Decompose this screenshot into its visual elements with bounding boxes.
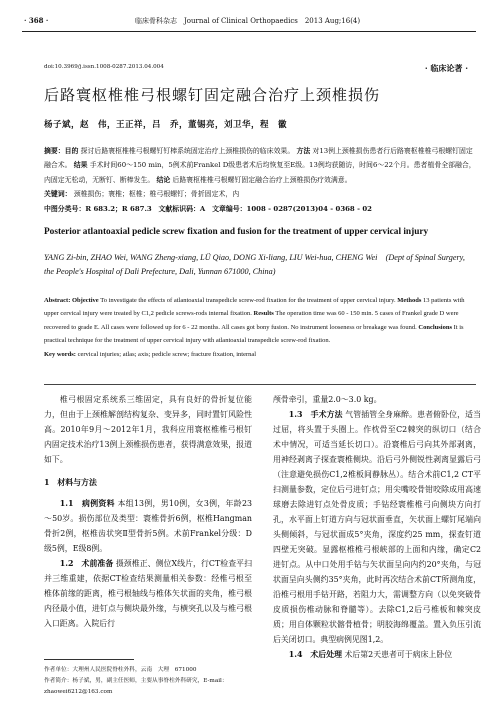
footnote-rule — [44, 659, 134, 660]
en-conclusions-label: Conclusions — [418, 323, 452, 331]
intro-paragraph: 椎弓根固定系统系三维固定，具有良好的骨折复位能力，但由于上颈椎解剖结构复杂、变异多，同时置钉风险性高。2010年9月～2012年1月，我科应用寰枢椎椎弓根钉内固定技术治疗13例上颈椎损伤患者，获得满意效果，报道如下。 — [44, 395, 252, 464]
en-conclusions-text: It is practical technique for the treatment of upper cervical injury with atlantoaxial transpedicle screw-rod fixation. — [44, 323, 464, 345]
english-authors: YANG Zi-bin, ZHAO Wei, WANG Zheng-xiang, LÜ Qiao, DONG Xi-liang, LIU Wei-hua, CHENG Wei (Dept of Spinal Surgery, the People's Hospital of Dali Prefecture, Dali, Yunnan 671000, China) — [44, 253, 465, 276]
en-objective-text: To investigate the effects of atlantoaxial transpedicle screw-rod fixation for the treatment of upper cervical injury. — [100, 297, 396, 304]
traction-line: 颅骨牵引，重量2.0～3.0 kg。 — [273, 395, 382, 404]
en-methods-text: 13 patients with upper cervical injury were treated by C1,2 pedicle screws-rods internal fixation. — [44, 297, 465, 318]
abstract-english — [44, 294, 476, 361]
doi: doi:10.3969/j.issn.1008-0287.2013.04.004 — [44, 64, 164, 70]
subsection-1-4: 1.4 术后处理 — [288, 650, 342, 659]
preop-paragraph: 摄颈椎正、侧位X线片，行CT检查平扫并三维重建，依据CT检查结果测量相关参数：经椎弓根至椎体前缘的距离，椎弓根轴线与椎体矢状面的夹角，椎弓根内径最小值，进钉点与侧块最外缘，与横突孔以及与椎弓根入口距离。入院后行 — [44, 559, 252, 628]
conclusion-label: 结论 — [156, 175, 171, 184]
keywords-text: 颈椎损伤；寰椎；枢椎；椎弓根螺钉；骨折固定术，内 — [73, 190, 240, 199]
journal-line: 临床骨科杂志 Journal of Clinical Orthopaedics 2013 Aug;16(4) — [135, 17, 361, 25]
classification-line: 中图分类号：R 683.2；R 687.3 文献标识码：A 文章编号：1008 - 0287(2013)04 - 0368 - 02 — [44, 204, 372, 213]
method-label: 方法 — [296, 147, 311, 155]
en-results-label: Results — [253, 310, 274, 318]
subsection-1-1: 1.1 病例资料 — [59, 499, 115, 508]
keywords-label: 关键词： — [44, 190, 72, 199]
footnote — [44, 665, 249, 698]
postop-paragraph: 术后第2天患者可于病床上卧位 — [344, 650, 453, 659]
method-text: 对13例上颈椎损伤患者行后路寰枢椎椎弓根螺钉固定融合术。 — [44, 147, 473, 170]
article-title: 后路寰枢椎椎弓根螺钉固定融合治疗上颈椎损伤 — [44, 86, 381, 104]
section-heading-materials: 1 材料与方法 — [44, 478, 97, 487]
abstract-chinese — [44, 144, 476, 216]
subsection-1-2: 1.2 术前准备 — [59, 559, 114, 568]
en-keywords-label: Key words: — [44, 350, 76, 358]
surgery-paragraph: 气管插管全身麻醉。患者俯卧位，适当过屈，将头置于头圈上。作枕骨至C2棘突的纵切口（结合术中情况，可适当延长切口）。沿寰椎后弓向其外部剥离，用神经剥离子探查寰椎侧块。沿后弓外侧锐性剥离显露后弓（注意避免损伤C1,2椎板间静脉丛）。结合术前C1,2 CT平扫测量参数，定位后弓进钉点；用尖嘴咬骨钳咬除成用高速球磨去除进钉点处骨皮质；手钻经寰椎椎弓向侧块方向打孔，水平面上钉道方向与冠状面垂直，矢状面上螺钉尾端向头侧倾斜，与冠状面成5°夹角，深度约25 mm，探查钉道四壁无突破。显露枢椎椎弓根峡部的上面和内缘，确定C2进钉点。从中口处用手钻与矢状面呈向内约20°夹角，与冠状面呈向头侧约35°夹角，此时再次结合术前CT所测角度，沿椎弓根用手钻开路，若阻力大，需调整方向（以免突破骨皮质损伤椎动脉和脊髓等）。去除C1,2后弓椎板和棘突皮质；用自体颗粒状髂骨植骨；明胶海绵覆盖。置入负压引流后关闭切口。典型病例见图1,2。 — [273, 410, 481, 644]
en-methods-label: Methods — [397, 297, 422, 304]
page-number: · 368 · — [24, 16, 49, 25]
running-header — [0, 15, 498, 29]
subsection-1-3: 1.3 手术方法 — [288, 410, 343, 419]
objective-text: 探讨后路寰枢椎椎弓根螺钉钉棒系统固定治疗上颈椎损伤的临床效果。 — [80, 147, 295, 155]
en-keywords-text: cervical injuries; atlas; axis; pedicle screw; fracture fixation, internal — [77, 350, 257, 358]
conclusion-text: 后路寰枢椎椎弓根螺钉固定融合治疗上颈椎损伤疗效满意。 — [172, 175, 352, 184]
objective-label: 摘要：目的 — [44, 147, 79, 155]
abstract-rule — [44, 384, 476, 385]
result-label: 结果 — [73, 161, 88, 170]
case-data-paragraph: 本组13例，男10例，女3例，年龄23～50岁。损伤部位及类型：寰椎骨折6例，枢椎Hangman骨折2例，枢椎齿状突Ⅱ型骨折5例。术前Frankel分级：D级5例，E级8例。 — [44, 499, 252, 553]
english-title: Posterior atlantoaxial pedicle screw fixation and fusion for the treatment of upper cervical injury — [44, 227, 429, 237]
result-text: 手术时间60～150 min，5例术前Frankel D级患者术后均恢复至E级。13例均获随访，时间6～22个月。患者植骨全部融合，内固定无松动，无断钉、断棒发生。 — [44, 161, 476, 184]
en-objective-label: Abstract: Objective — [44, 297, 99, 304]
en-results-text: The operation time was 60 - 150 min. 5 cases of Frankel grade D were recovered to grade E. All cases were followed up for 6 - 22 months. All cases got bony fusion. No instrument looseness or breakage was found. — [44, 310, 459, 331]
header-rule — [22, 31, 476, 32]
body-left-column — [44, 392, 252, 631]
author-affiliation: 作者单位：大理州人民医院脊柱外科，云南 大理 671000 — [44, 667, 197, 673]
body-right-column — [273, 392, 481, 662]
column-label: · 临床论著 · — [424, 63, 468, 73]
author-bio: 作者简介：杨子斌，男，副主任医师，主要从事脊柱外科研究，E-mail：zhaowei6212@163.com — [44, 678, 228, 695]
author-list: 杨子斌，赵 伟，王正祥，吕 乔，董锡亮，刘卫华，程 徽 — [44, 120, 288, 130]
